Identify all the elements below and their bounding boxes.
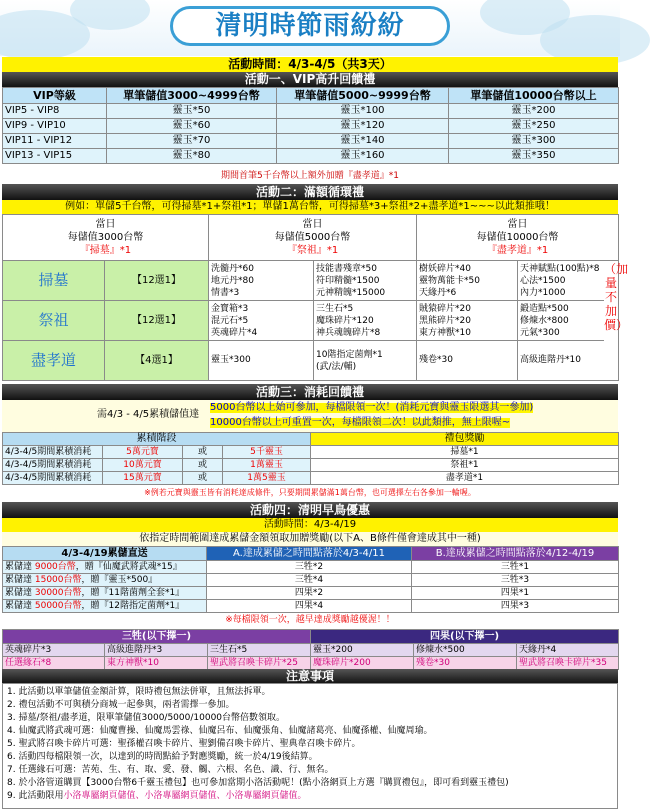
consume-lingyu: 1萬靈玉 [223, 459, 311, 472]
gift-item: 黑熊碎片*20 [419, 315, 471, 326]
reward-b: 三牲*1 [412, 561, 619, 574]
earlybird-table [2, 546, 619, 613]
reward-cell: 靈玉*120 [277, 119, 449, 134]
gift-item: 鍛造點*500 [520, 303, 569, 314]
earlybird-header: 4/3-4/19累儲直送 [3, 547, 207, 561]
note-item [7, 792, 306, 801]
table-row [3, 657, 619, 670]
table-row [3, 574, 619, 587]
tier-gift: ，贈『靈玉*500』 [81, 574, 158, 585]
gift-items [314, 301, 417, 341]
gift-items [209, 261, 314, 301]
activity-4-time: 活動時間：4/3-4/19 [2, 518, 618, 532]
gift-item: 英魂碎片*4 [211, 327, 258, 338]
intro-line: 5000台幣以上始可參加，每檔限領一次！(消耗元寶與靈玉限選其一參加) [210, 402, 534, 413]
consume-yuanbao: 10萬元寶 [103, 459, 183, 472]
table-row [3, 134, 619, 149]
gift-items [417, 301, 518, 341]
table-row [3, 104, 619, 119]
tier-prefix: 累儲達 [5, 574, 35, 585]
tier-header [209, 215, 417, 261]
table-row [3, 149, 619, 164]
reward-a: 三牲*4 [207, 574, 412, 587]
intro-condition: 需4/3 - 4/5累積儲值達 [97, 409, 200, 420]
reward-cell: 靈玉*80 [107, 149, 277, 164]
vip-level: VIP5 - VIP8 [3, 104, 107, 119]
choice-item: 魔珠碎片*200 [311, 657, 414, 670]
gift-item: 魔珠碎片*120 [316, 315, 374, 326]
consume-lingyu: 5千靈玉 [223, 446, 311, 459]
table-row [3, 459, 619, 472]
table-row [3, 341, 619, 381]
reward-cell: 靈玉*200 [449, 104, 619, 119]
activity-3-title: 活動三：消耗回饋禮 [2, 384, 618, 400]
choice-item: 高級進階丹*3 [105, 644, 208, 657]
reward-b: 四果*3 [412, 600, 619, 613]
choice-item: 天緣丹*4 [517, 644, 619, 657]
consume-label: 4/3-4/5期間累積消耗 [3, 459, 103, 472]
tier-prefix: 累儲達 [5, 587, 35, 598]
activity-3-intro [2, 400, 618, 432]
gift-item: 技能書殘章*50 [316, 263, 377, 274]
reward-b: 三牲*3 [412, 574, 619, 587]
table-row [3, 600, 619, 613]
activity-2-example: 例如：單儲5千台幣，可得掃墓*1+祭祖*1；單儲1萬台幣，可得掃墓*3+祭祖*2+盡孝道*1~~~以此類推哦！ [2, 200, 618, 214]
choice-item: 英魂碎片*3 [3, 644, 105, 657]
choice-table [2, 629, 619, 670]
tier-amount: 每儲值5000台幣 [274, 232, 351, 243]
reward-cell: 靈玉*50 [107, 104, 277, 119]
earlybird-tier [3, 587, 207, 600]
gift-item: 東方神獸*10 [419, 327, 471, 338]
tier-amount: 每儲值10000台幣 [476, 232, 559, 243]
choice-item: 聖武將召喚卡碎片*35 [517, 657, 619, 670]
reward-b: 四果*1 [412, 587, 619, 600]
gift-items [314, 341, 417, 381]
consume-table [2, 432, 619, 485]
gift-pick: 【12選1】 [105, 301, 209, 341]
banner [0, 0, 620, 56]
consume-label: 4/3-4/5期間累積消耗 [3, 472, 103, 485]
event-time: 活動時間：4/3-4/5（共3天） [2, 57, 618, 72]
gift-item: 地元丹*80 [211, 275, 254, 286]
gift-item: 情書*3 [211, 287, 240, 298]
tier-gift: ，贈『11階菌劑全套*1』 [81, 587, 185, 598]
reward-a: 三牲*2 [207, 561, 412, 574]
side-note: （加量不加價） [604, 262, 618, 354]
consume-or: 或 [183, 459, 223, 472]
gift-item: 殘卷*30 [417, 341, 518, 381]
consume-header: 累積階段 [3, 433, 311, 446]
tier-reward: 『盡孝道』*1 [486, 245, 549, 256]
reward-cell: 靈玉*350 [449, 149, 619, 164]
consume-reward: 盡孝道*1 [311, 472, 619, 485]
consume-or: 或 [183, 472, 223, 485]
consume-label: 4/3-4/5期間累積消耗 [3, 446, 103, 459]
gift-item: 天神賦點(100點)*8 [520, 263, 600, 274]
tier-header [417, 215, 619, 261]
gift-pick: 【4選1】 [105, 341, 209, 381]
note-prefix: 9. 此活動限用 [7, 791, 64, 801]
gift-items [209, 301, 314, 341]
tier-gift: ，贈『12階指定菌劑*1』 [81, 600, 185, 611]
consume-yuanbao: 15萬元寶 [103, 472, 183, 485]
tier-amount: 9000台幣 [34, 561, 76, 572]
reward-cell: 靈玉*250 [449, 119, 619, 134]
tier-reward: 『掃墓』*1 [79, 245, 132, 256]
tier-day: 當日 [302, 219, 323, 230]
gift-item: 天緣丹*6 [419, 287, 457, 298]
choice-item: 聖武將召喚卡碎片*25 [208, 657, 311, 670]
gift-item: 靈物萬能卡*50 [419, 275, 480, 286]
gift-item: 元氣*300 [520, 327, 560, 338]
gift-jinxiaodao [3, 341, 105, 381]
activity-4-desc: 依指定時間範圍達成累儲金額領取加贈獎勵(以下A、B條件僅會達成其中一種) [2, 532, 618, 546]
tier-day: 當日 [507, 219, 528, 230]
table-row [3, 561, 619, 574]
gift-pick: 【12選1】 [105, 261, 209, 301]
table-row [3, 446, 619, 459]
page-title: 清明時節雨紛紛 [170, 6, 450, 46]
vip-table [2, 87, 619, 164]
gift-item: 混元石*5 [211, 315, 249, 326]
gift-item: 三生石*5 [316, 303, 354, 314]
note-item: 8. 於小洛管道購買【3000台幣6千靈玉禮包】也可參加當期小洛活動呢！(點小洛網頁上方選『購買禮包』，即可看到靈玉禮包) [7, 778, 509, 788]
activity-1-note: 期間首筆5千台幣以上額外加贈『盡孝道』*1 [2, 170, 618, 183]
gift-item: 樹妖碎片*40 [419, 263, 471, 274]
reward-cell: 靈玉*140 [277, 134, 449, 149]
gift-item: 元神精魄*15000 [316, 287, 386, 298]
gift-item: 10階指定菌劑*1 [316, 349, 383, 360]
table-row [3, 261, 619, 301]
note-item: 4. 仙魔武將武魂可選：仙魔曹操、仙魔馬雲祿、仙魔呂布、仙魔張角、仙魔諸葛亮、仙魔孫權、仙魔周瑜。 [7, 726, 433, 736]
note-item: 1. 此活動以單筆儲值金額計算，限時禮包無法併單，且無法拆單。 [7, 687, 271, 697]
earlybird-tier [3, 574, 207, 587]
activity-4-title: 活動四：清明早鳥優惠 [2, 502, 618, 518]
vip-header: 單筆儲值10000台幣以上 [449, 88, 619, 104]
note-item: 2. 禮包活動不可與積分商城一起參與，兩者需擇一參加。 [7, 700, 235, 710]
reward-header: 禮包獎勵 [311, 433, 619, 446]
note-links[interactable]: 小洛專屬網頁儲值、小洛專屬網頁儲值、小洛專屬網頁儲值。 [63, 791, 307, 801]
consume-reward: 掃墓*1 [311, 446, 619, 459]
sansheng-header: 三牲(以下擇一) [3, 630, 311, 644]
gift-item: (武/法/輔) [316, 361, 357, 372]
notes-list [2, 683, 618, 809]
earlybird-header-b: B.達成累儲之時間點落於4/12-4/19 [412, 547, 619, 561]
choice-item: 修煉水*500 [414, 644, 517, 657]
reward-a: 四果*2 [207, 587, 412, 600]
earlybird-tier [3, 561, 207, 574]
note-item: 3. 掃墓/祭祖/盡孝道，限單筆儲值3000/5000/10000台幣倍數領取。 [7, 713, 286, 723]
consume-reward: 祭祖*1 [311, 459, 619, 472]
earlybird-tier [3, 600, 207, 613]
activity-3-note: ※例若元寶與靈玉皆有消耗達成條件，只要期間累儲滿1萬台幣，也可選擇左右各參加一輪喔。 [144, 488, 476, 497]
choice-item: 殘卷*30 [414, 657, 517, 670]
reward-a: 四果*4 [207, 600, 412, 613]
activity-1-title: 活動一、VIP高升回饋禮 [2, 72, 618, 87]
choice-item: 任選緣石*8 [3, 657, 105, 670]
tier-day: 當日 [95, 219, 116, 230]
vip-header: 單筆儲值5000~9999台幣 [277, 88, 449, 104]
choice-item: 靈玉*200 [311, 644, 414, 657]
vip-header: 單筆儲值3000~4999台幣 [107, 88, 277, 104]
gift-item: 內力*1000 [520, 287, 566, 298]
note-item: 5. 聖武將召喚卡碎片可選：聖孫權召喚卡碎片、聖劉備召喚卡碎片、聖典韋召喚卡碎片。 [7, 739, 361, 749]
vip-level: VIP13 - VIP15 [3, 149, 107, 164]
table-row [3, 587, 619, 600]
tier-gift: ，贈『仙魔武將武魂*15』 [75, 561, 182, 572]
gift-item: 高級進階丹*10 [518, 341, 619, 381]
gift-name: 盡孝道 [30, 351, 76, 369]
intro-line: 10000台幣以上可重置一次，每檔限領二次！以此類推，無上限喔~ [210, 417, 511, 428]
tier-header [3, 215, 209, 261]
tier-prefix: 累儲達 [5, 600, 35, 611]
gift-item: 賊猿碎片*20 [419, 303, 471, 314]
table-row [3, 301, 619, 341]
gift-name: 祭祖 [38, 311, 69, 329]
table-row [3, 644, 619, 657]
tier-amount: 50000台幣 [34, 600, 82, 611]
reward-cell: 靈玉*60 [107, 119, 277, 134]
notes-title: 注意事項 [2, 669, 618, 684]
table-row [3, 119, 619, 134]
vip-level: VIP9 - VIP10 [3, 119, 107, 134]
activity-2-title: 活動二：滿額循環禮 [2, 184, 618, 200]
tier-amount: 每儲值3000台幣 [67, 232, 144, 243]
gift-name: 掃墓 [38, 271, 69, 289]
consume-yuanbao: 5萬元寶 [103, 446, 183, 459]
earlybird-header-a: A.達成累儲之時間點落於4/3-4/11 [207, 547, 412, 561]
tier-amount: 15000台幣 [34, 574, 82, 585]
table-row [3, 472, 619, 485]
vip-level: VIP11 - VIP12 [3, 134, 107, 149]
gift-items [314, 261, 417, 301]
gift-item: 符印精髓*1500 [316, 275, 380, 286]
tier-reward: 『祭祖』*1 [286, 245, 339, 256]
activity-4-note: ※每檔限領一次，越早達成獎勵越優渥！！ [225, 615, 395, 625]
vip-header: VIP等級 [3, 88, 107, 104]
reward-cell: 靈玉*300 [449, 134, 619, 149]
note-item: 7. 任選緣石可選：苦苑、生、有、取、愛、發、觸、六根、名色、識、行、無名。 [7, 765, 334, 775]
gift-item: 心法*1500 [520, 275, 566, 286]
gift-jizu [3, 301, 105, 341]
gift-item: 神兵魂魄碎片*8 [316, 327, 381, 338]
reward-cell: 靈玉*70 [107, 134, 277, 149]
gift-item: 金寶箱*3 [211, 303, 249, 314]
loop-reward-table [2, 214, 619, 381]
note-item: 6. 活動四每檔限領一次，以達到的時間點給予對應獎勵，統一於4/19後結算。 [7, 752, 318, 762]
siguo-header: 四果(以下擇一) [311, 630, 619, 644]
gift-saomu [3, 261, 105, 301]
gift-item: 修煉水*800 [520, 315, 569, 326]
tier-prefix: 累儲達 [5, 561, 35, 572]
consume-lingyu: 1萬5靈玉 [223, 472, 311, 485]
gift-items [417, 261, 518, 301]
choice-item: 東方神獸*10 [105, 657, 208, 670]
gift-item: 靈玉*300 [209, 341, 314, 381]
reward-cell: 靈玉*160 [277, 149, 449, 164]
reward-cell: 靈玉*100 [277, 104, 449, 119]
consume-or: 或 [183, 446, 223, 459]
gift-item: 洗髓丹*60 [211, 263, 254, 274]
choice-item: 三生石*5 [208, 644, 311, 657]
tier-amount: 30000台幣 [34, 587, 82, 598]
